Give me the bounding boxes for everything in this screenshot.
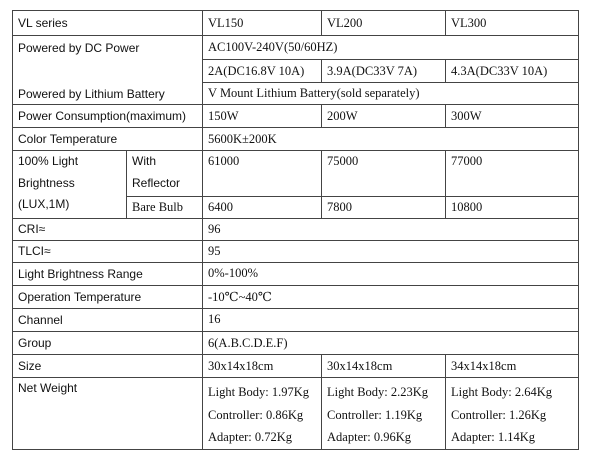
tlci-value: 95 xyxy=(203,240,579,262)
weight-line: Light Body: 1.97Kg xyxy=(208,385,310,400)
weight-line: Controller: 0.86Kg xyxy=(208,407,304,422)
dc-power-vl200: 3.9A(DC33V 7A) xyxy=(322,60,446,83)
brightness-range-label: Light Brightness Range xyxy=(13,262,203,285)
size-row xyxy=(13,355,579,378)
color-temp-label: Color Temperature xyxy=(13,128,203,151)
brightness-label-line: 100% Light xyxy=(18,154,79,169)
consumption-row xyxy=(13,105,579,128)
weight-vl200 xyxy=(322,378,446,450)
bulb-label: Bare Bulb xyxy=(127,196,203,218)
channel-value: 16 xyxy=(203,308,579,331)
tlci-row xyxy=(13,240,579,262)
brightness-reflector-row xyxy=(13,151,579,196)
dc-power-label: Powered by DC Power xyxy=(13,36,203,60)
dc-power-vl300: 4.3A(DC33V 10A) xyxy=(446,60,579,83)
group-label: Group xyxy=(13,332,203,355)
weight-row xyxy=(13,378,579,450)
brightness-range-value: 0%-100% xyxy=(203,262,579,285)
color-temp-value: 5600K±200K xyxy=(203,128,579,151)
brightness-range-row xyxy=(13,262,579,285)
reflector-vl300: 77000 xyxy=(446,151,579,196)
dc-power-range: AC100V-240V(50/60HZ) xyxy=(203,36,579,60)
dc-power-label-spacer xyxy=(13,60,203,83)
weight-line: Light Body: 2.64Kg xyxy=(451,385,553,400)
cri-label: CRI≈ xyxy=(13,218,203,240)
battery-value: V Mount Lithium Battery(sold separately) xyxy=(203,83,579,105)
model-vl300: VL300 xyxy=(446,11,579,36)
weight-vl300 xyxy=(446,378,579,450)
consumption-vl300: 300W xyxy=(446,105,579,128)
model-vl200: VL200 xyxy=(322,11,446,36)
dc-power-vl150: 2A(DC16.8V 10A) xyxy=(203,60,322,83)
reflector-label xyxy=(127,151,203,196)
battery-label: Powered by Lithium Battery xyxy=(13,83,203,105)
weight-line: Adapter: 0.96Kg xyxy=(327,430,412,445)
tlci-label: TLCI≈ xyxy=(13,240,203,262)
weight-vl150 xyxy=(203,378,322,450)
size-vl200: 30x14x18cm xyxy=(322,355,446,378)
size-label: Size xyxy=(13,355,203,378)
spec-table xyxy=(12,10,579,450)
group-value: 6(A.B.C.D.E.F) xyxy=(203,332,579,355)
bulb-vl150: 6400 xyxy=(203,196,322,218)
weight-label: Net Weight xyxy=(13,378,203,450)
bulb-vl200: 7800 xyxy=(322,196,446,218)
header-row xyxy=(13,11,579,36)
consumption-label: Power Consumption(maximum) xyxy=(13,105,203,128)
weight-line: Adapter: 0.72Kg xyxy=(208,430,293,445)
brightness-label xyxy=(13,151,127,218)
brightness-label-line: (LUX,1M) xyxy=(18,197,70,212)
reflector-label-line: Reflector xyxy=(132,175,181,190)
reflector-vl150: 61000 xyxy=(203,151,322,196)
model-vl150: VL150 xyxy=(203,11,322,36)
battery-row xyxy=(13,83,579,105)
reflector-vl200: 75000 xyxy=(322,151,446,196)
cri-value: 96 xyxy=(203,218,579,240)
operation-temp-value: -10℃~40℃ xyxy=(203,285,579,308)
size-vl150: 30x14x18cm xyxy=(203,355,322,378)
series-label: VL series xyxy=(13,11,203,36)
cri-row xyxy=(13,218,579,240)
weight-line: Controller: 1.26Kg xyxy=(451,407,547,422)
reflector-label-line: With xyxy=(132,154,156,169)
channel-row xyxy=(13,308,579,331)
size-vl300: 34x14x18cm xyxy=(446,355,579,378)
bulb-vl300: 10800 xyxy=(446,196,579,218)
channel-label: Channel xyxy=(13,308,203,331)
dc-power-values-row xyxy=(13,60,579,83)
operation-temp-label: Operation Temperature xyxy=(13,285,203,308)
consumption-vl150: 150W xyxy=(203,105,322,128)
group-row xyxy=(13,332,579,355)
operation-temp-row xyxy=(13,285,579,308)
consumption-vl200: 200W xyxy=(322,105,446,128)
brightness-label-line: Brightness xyxy=(18,175,75,190)
weight-line: Light Body: 2.23Kg xyxy=(327,385,429,400)
weight-line: Controller: 1.19Kg xyxy=(327,407,423,422)
weight-line: Adapter: 1.14Kg xyxy=(451,430,536,445)
dc-power-row xyxy=(13,36,579,60)
color-temp-row xyxy=(13,128,579,151)
